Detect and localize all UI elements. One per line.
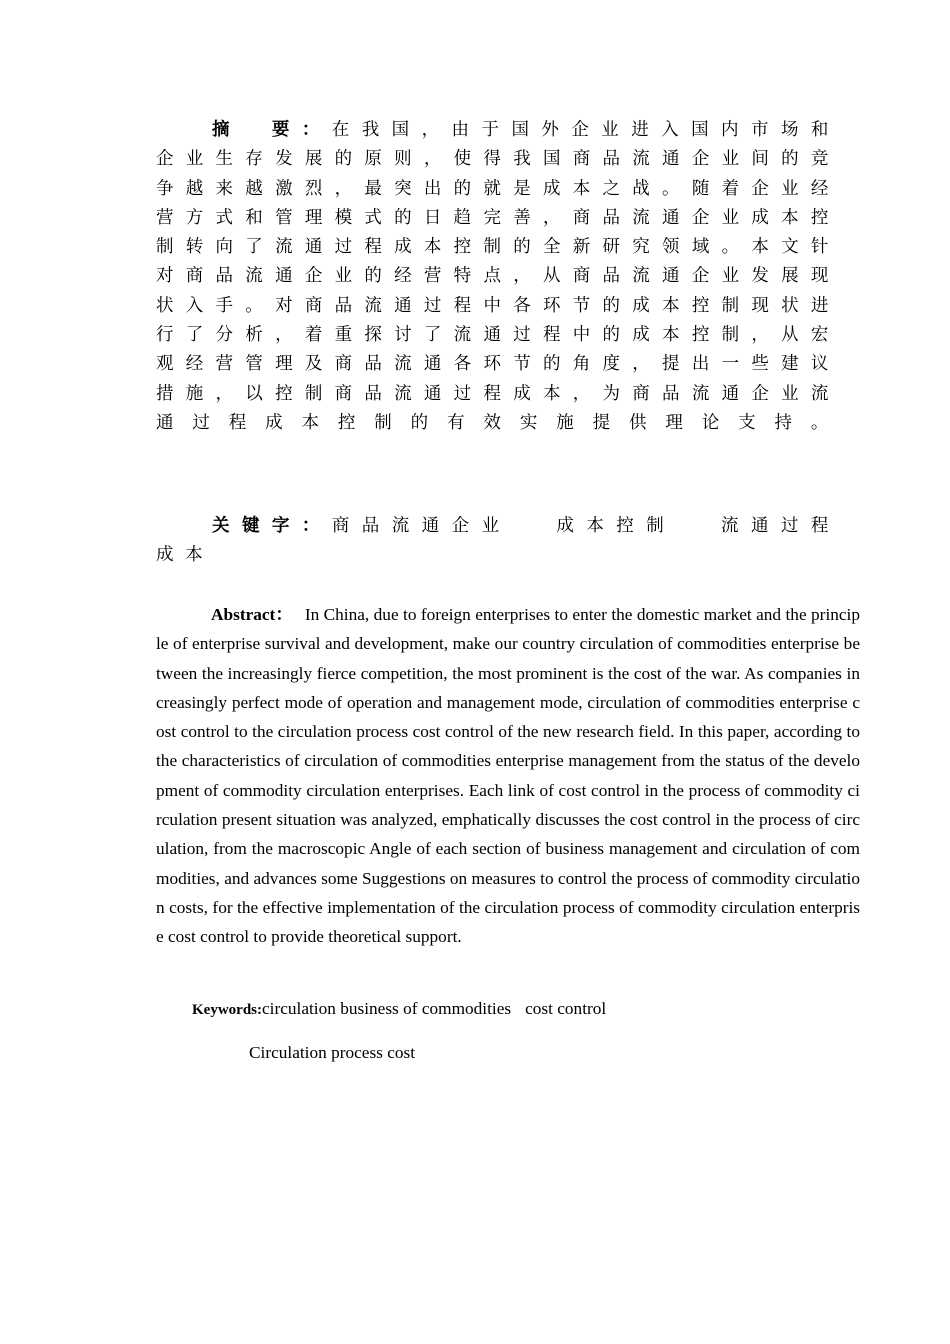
chinese-abstract-label: 摘 要：: [212, 120, 332, 140]
english-keywords-label: Keywords:: [192, 1002, 262, 1018]
english-abstract: [156, 600, 860, 952]
chinese-keyword: 成本控制: [555, 516, 677, 536]
english-abstract-text: In China, due to foreign enterprises to enter the domestic market and the principle of enterprise survival and development, make our country circulation of commodities enterprise between the increasingly fierce competition, the most prominent is the cost of the war. As companies increasingly perfect mode of operation and management mode, circulation of commodities enterprise cost control to the circulation process cost control of the new research field. In this paper, according to the characteristics of circulation of commodities enterprise management from the status of the development of commodity circulation enterprises. Each link of cost control in the process of commodity circulation present situation was analyzed, emphatically discusses the cost control in the process of circulation, from the macroscopic Angle of each section of business management and circulation of commodities, and advances some Suggestions on measures to control the process of commodity circulation costs, for the effective implementation of the circulation process of commodity circulation enterprise cost control to provide theoretical support.: [156, 605, 860, 947]
chinese-abstract-text: 在我国，由于国外企业进入国内市场和企业生存发展的原则，使得我国商品流通企业间的竞争越来越激烈，最突出的就是成本之战。随着企业经营方式和管理模式的日趋完善，商品流通企业成本控制转向了流通过程成本控制的全新研究领域。本文针对商品流通企业的经营特点，从商品流通企业发展现状入手。对商品流通过程中各环节的成本控制现状进行了分析，着重探讨了流通过程中的成本控制，从宏观经营管理及商品流通各环节的角度，提出一些建议措施，以控制商品流通过程成本，为商品流通企业流通过程成本控制的有效实施提供理论支持。: [156, 120, 840, 433]
chinese-keywords-label: 关键字：: [212, 516, 332, 536]
chinese-keyword: 流通过程成本: [156, 516, 840, 565]
english-keywords: [192, 996, 606, 1023]
chinese-keyword: 商品流通企业: [331, 516, 512, 536]
english-keyword: Circulation process cost: [249, 1043, 416, 1062]
chinese-abstract: [156, 116, 840, 438]
chinese-keywords: [156, 512, 840, 570]
english-keyword: circulation business of commodities: [262, 999, 512, 1018]
english-abstract-label: Abstract：: [211, 605, 293, 624]
english-keyword: cost control: [525, 999, 607, 1018]
